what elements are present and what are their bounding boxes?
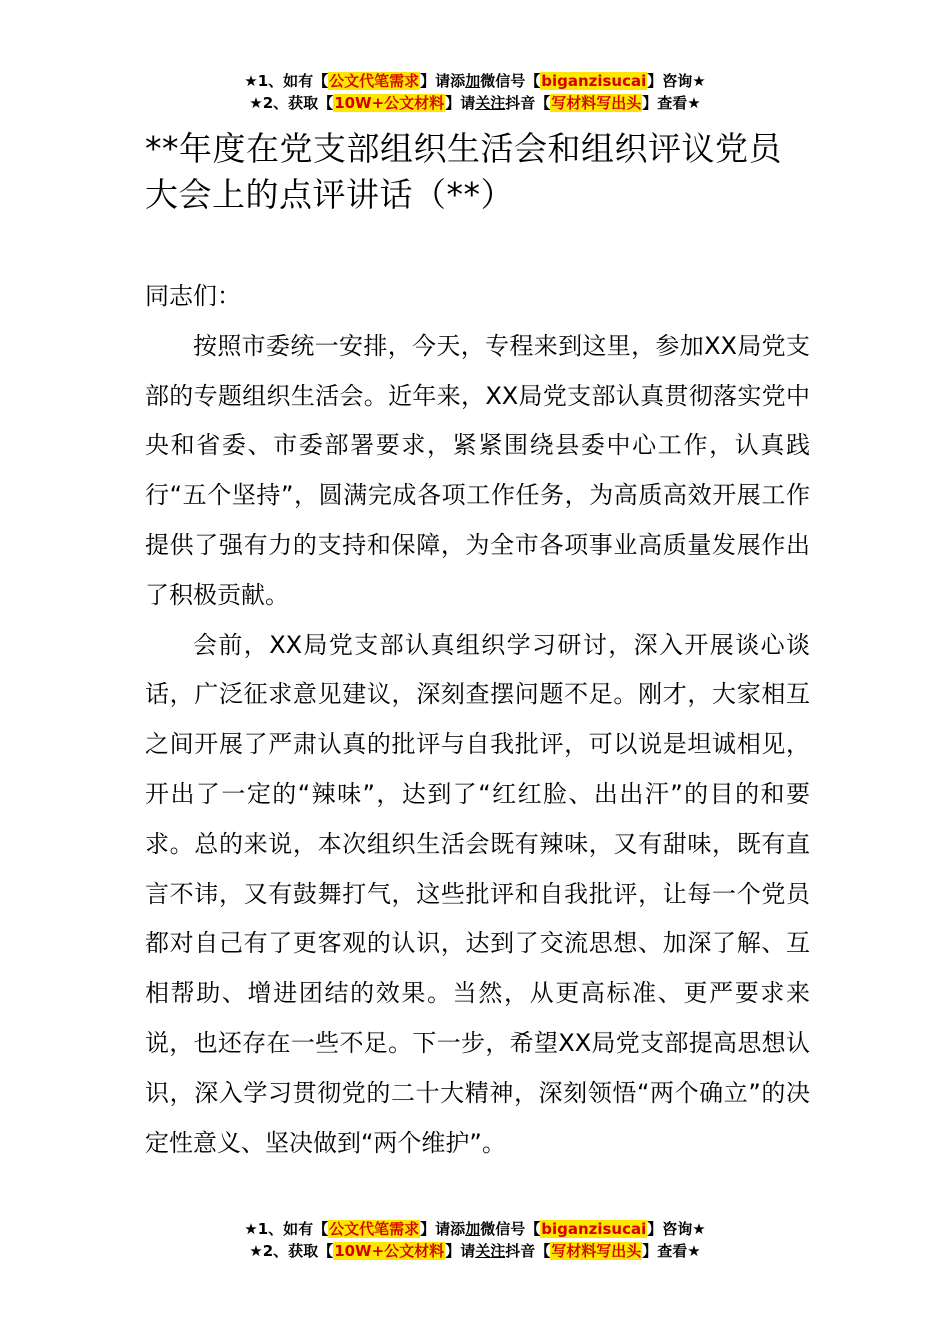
header-promo-banner <box>0 70 950 114</box>
promo-underlined: 关注 <box>475 94 506 112</box>
promo-text: 】咨询★ <box>647 1220 706 1238</box>
promo-text: ★2、获取【 <box>249 94 334 112</box>
promo-line-1 <box>0 70 950 92</box>
promo-text: 抖音【 <box>505 94 551 112</box>
promo-highlight: 10W+公文材料 <box>334 94 445 112</box>
promo-line-1 <box>0 1218 950 1240</box>
promo-text: 】查看★ <box>642 1242 701 1260</box>
promo-text: 微信号【 <box>480 1220 541 1238</box>
promo-underlined: 关注 <box>475 1242 506 1260</box>
promo-underlined: 加 <box>465 72 481 90</box>
promo-text: ★1、如有【 <box>244 1220 329 1238</box>
promo-text: ★2、获取【 <box>249 1242 334 1260</box>
promo-line-2 <box>0 1240 950 1262</box>
promo-text: 微信号【 <box>480 72 541 90</box>
promo-underlined: 加 <box>465 1220 481 1238</box>
promo-text: 抖音【 <box>505 1242 551 1260</box>
promo-text: 】请添 <box>420 1220 466 1238</box>
promo-douyin-account: 写材料写出头 <box>551 94 642 112</box>
body-paragraph-1: 按照市委统一安排，今天，专程来到这里，参加XX局党支部的专题组织生活会。近年来，XX局党支部认真贯彻落实党中央和省委、市委部署要求，紧紧围绕县委中心工作，认真践行“五个坚持”，圆满完成各项工作任务，为高质高效开展工作提供了强有力的支持和保障，为全市各项事业高质量发展作出了积极贡献。 <box>145 331 810 609</box>
promo-highlight: 10W+公文材料 <box>334 1242 445 1260</box>
promo-line-2 <box>0 92 950 114</box>
salutation: 同志们： <box>145 282 241 310</box>
footer-promo-banner <box>0 1218 950 1262</box>
promo-text: 】请 <box>445 94 476 112</box>
document-body <box>145 272 810 1168</box>
promo-text: 】请 <box>445 1242 476 1260</box>
promo-douyin-account: 写材料写出头 <box>551 1242 642 1260</box>
promo-highlight: 公文代笔需求 <box>329 1220 420 1238</box>
promo-text: 】查看★ <box>642 94 701 112</box>
document-title: **年度在党支部组织生活会和组织评议党员大会上的点评讲话（**） <box>145 129 782 214</box>
promo-text: 】咨询★ <box>647 72 706 90</box>
body-paragraph-2: 会前，XX局党支部认真组织学习研讨，深入开展谈心谈话，广泛征求意见建议，深刻查摆问题不足。刚才，大家相互之间开展了严肃认真的批评与自我批评，可以说是坦诚相见，开出了一定的“辣味”，达到了“红红脸、出出汗”的目的和要求。总的来说，本次组织生活会既有辣味，又有甜味，既有直言不讳，又有鼓舞打气，这些批评和自我批评，让每一个党员都对自己有了更客观的认识，达到了交流思想、加深了解、互相帮助、增进团结的效果。当然，从更高标准、更严要求来说，也还存在一些不足。下一步，希望XX局党支部提高思想认识，深入学习贯彻党的二十大精神，深刻领悟“两个确立”的决定性意义、坚决做到“两个维护”。 <box>145 630 810 1157</box>
promo-highlight: 公文代笔需求 <box>329 72 420 90</box>
promo-wechat-id: biganzisucai <box>541 72 647 90</box>
promo-wechat-id: biganzisucai <box>541 1220 647 1238</box>
promo-text: 】请添 <box>420 72 466 90</box>
promo-text: ★1、如有【 <box>244 72 329 90</box>
